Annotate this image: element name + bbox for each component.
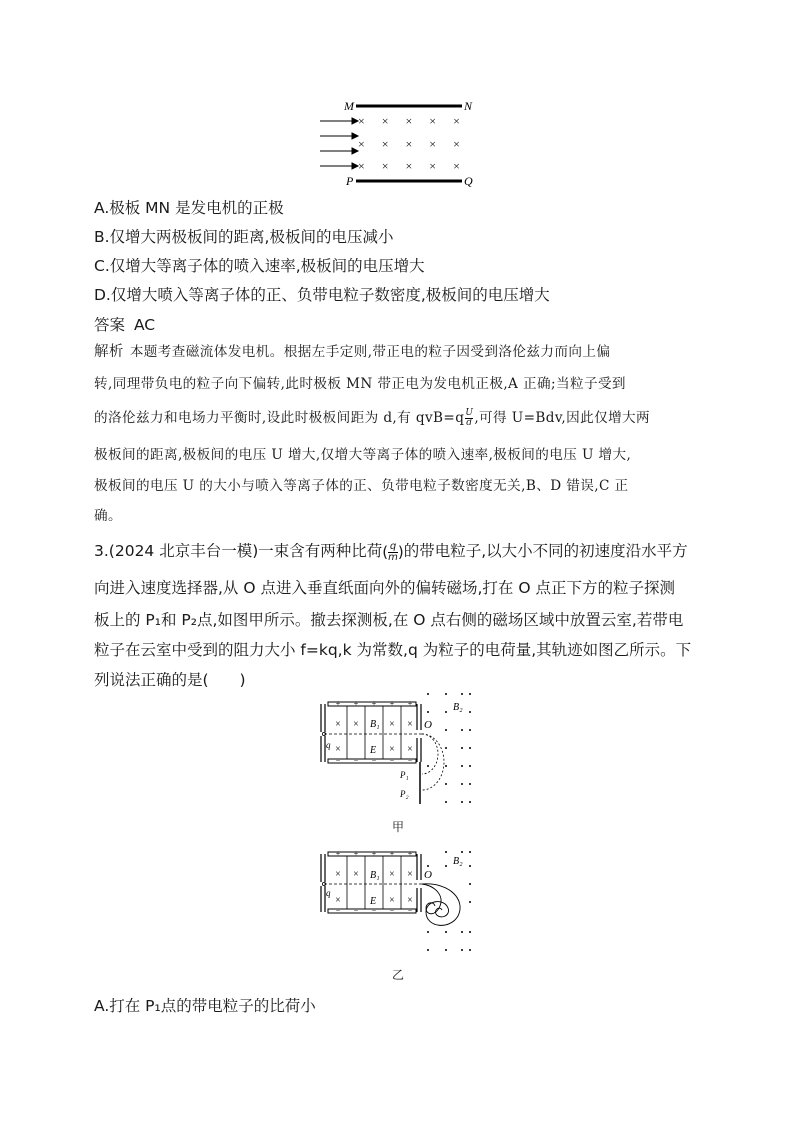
explanation-line-2: 转,同理带负电的粒子向下偏转,此时极板 MN 带正电为发电机正极,A 正确;当粒子受到 bbox=[94, 376, 626, 392]
cross-row: × × × × × bbox=[358, 137, 467, 151]
svg-text:−: − bbox=[371, 906, 377, 915]
answer-label: 答案 bbox=[94, 316, 126, 334]
fraction-numerator: q bbox=[389, 540, 397, 552]
label-q: Q bbox=[464, 174, 473, 188]
fraction-numerator: U bbox=[465, 408, 474, 418]
label-p1: P₁ bbox=[400, 770, 409, 780]
svg-text:×: × bbox=[407, 869, 413, 880]
svg-text:+: + bbox=[353, 849, 359, 858]
answer-value: AC bbox=[133, 316, 156, 334]
explanation-text: ,可得 U=Bdv,因此仅增大两 bbox=[474, 410, 651, 426]
explanation-label: 解析 bbox=[94, 344, 124, 360]
figure-a-caption: 甲 bbox=[392, 820, 405, 834]
plasma-arrows bbox=[320, 118, 358, 169]
label-b1: B₁ bbox=[370, 870, 380, 881]
svg-text:+: + bbox=[407, 849, 413, 858]
question-number: 3. bbox=[94, 542, 109, 560]
label-p: P bbox=[346, 174, 354, 188]
svg-text:+: + bbox=[353, 699, 359, 708]
label-b2: B₂ bbox=[453, 702, 463, 713]
svg-text:+: + bbox=[389, 699, 395, 708]
question-3-line-4: 粒子在云室中受到的阻力大小 f=kq,k 为常数,q 为粒子的电荷量,其轨迹如图乙所示。下 bbox=[94, 641, 692, 659]
explanation-line-4: 极板间的距离,极板间的电压 U 增大,仅增大等离子体的喷入速率,极板间的电压 U 增大, bbox=[94, 447, 632, 463]
fraction-denominator: m bbox=[388, 551, 398, 563]
explanation-text: 本题考查磁流体发电机。根据左手定则,带正电的粒子因受到洛伦兹力而向上偏 bbox=[129, 344, 611, 360]
label-b1: B₁ bbox=[370, 719, 380, 730]
label-o: O bbox=[424, 719, 432, 731]
question-source: (2024 北京丰台一模) bbox=[108, 542, 259, 560]
mhd-generator-figure bbox=[318, 96, 478, 190]
cross-row: × × × × × bbox=[358, 114, 467, 128]
figure-b-caption: 乙 bbox=[392, 968, 405, 982]
svg-text:−: − bbox=[371, 756, 377, 765]
fraction-denominator: d bbox=[466, 418, 473, 428]
svg-text:×: × bbox=[335, 869, 341, 880]
svg-text:×: × bbox=[353, 719, 359, 730]
svg-text:−: − bbox=[389, 756, 395, 765]
svg-text:−: − bbox=[335, 906, 341, 915]
label-n: N bbox=[464, 99, 473, 113]
svg-text:×: × bbox=[353, 869, 359, 880]
explanation-line-5: 极板间的电压 U 的大小与喷入等离子体的正、负带电粒子数密度无关,B、D 错误,C 正 bbox=[94, 478, 629, 494]
label-e: E bbox=[370, 896, 377, 907]
svg-text:×: × bbox=[407, 719, 413, 730]
velocity-selector-figure-a bbox=[316, 690, 478, 806]
label-b2: B₂ bbox=[453, 856, 463, 867]
cross-row: × × × × × bbox=[358, 159, 467, 173]
question-3-line-3: 板上的 P₁和 P₂点,如图甲所示。撤去探测板,在 O 点右侧的磁场区域中放置云室,若带电 bbox=[94, 611, 684, 629]
svg-text:×: × bbox=[389, 895, 395, 906]
magnetic-field-crosses bbox=[358, 114, 467, 173]
question-text: 一束含有两种比荷 bbox=[258, 542, 383, 560]
svg-text:+: + bbox=[389, 849, 395, 858]
svg-text:×: × bbox=[335, 719, 341, 730]
label-e: E bbox=[370, 745, 377, 756]
svg-text:+: + bbox=[335, 849, 341, 858]
svg-text:×: × bbox=[335, 744, 341, 755]
explanation-text: 的洛伦兹力和电场力平衡时,设此时极板间距为 d,有 qvB=q bbox=[94, 410, 465, 426]
svg-text:+: + bbox=[371, 699, 377, 708]
svg-text:×: × bbox=[389, 744, 395, 755]
svg-text:+: + bbox=[407, 699, 413, 708]
svg-text:+: + bbox=[335, 699, 341, 708]
explanation-line-6: 确。 bbox=[94, 508, 122, 524]
question-3-line-2: 向进入速度选择器,从 O 点进入垂直纸面向外的偏转磁场,打在 O 点正下方的粒子探测 bbox=[94, 579, 675, 597]
explanation-line-3 bbox=[94, 408, 706, 428]
option-a: A.极板 MN 是发电机的正极 bbox=[94, 199, 284, 217]
svg-text:×: × bbox=[407, 744, 413, 755]
svg-text:−: − bbox=[335, 756, 341, 765]
label-q: q bbox=[326, 740, 331, 750]
svg-text:−: − bbox=[407, 756, 413, 765]
svg-text:−: − bbox=[407, 906, 413, 915]
question-text: 的带电粒子,以大小不同的初速度沿水平方 bbox=[403, 542, 688, 560]
label-m: M bbox=[344, 99, 354, 113]
svg-text:×: × bbox=[335, 895, 341, 906]
option-c: C.仅增大等离子体的喷入速率,极板间的电压增大 bbox=[94, 257, 425, 275]
velocity-selector-figure-b bbox=[316, 848, 478, 958]
answer-line bbox=[94, 313, 155, 335]
svg-text:−: − bbox=[353, 906, 359, 915]
label-q: q bbox=[326, 888, 331, 898]
svg-text:×: × bbox=[389, 869, 395, 880]
svg-text:×: × bbox=[389, 719, 395, 730]
svg-text:×: × bbox=[407, 895, 413, 906]
option-b: B.仅增大两极板间的距离,极板间的电压减小 bbox=[94, 228, 394, 246]
fraction-u-over-d bbox=[465, 409, 473, 428]
svg-text:−: − bbox=[353, 756, 359, 765]
q3-option-a: A.打在 P₁点的带电粒子的比荷小 bbox=[94, 997, 316, 1015]
svg-text:−: − bbox=[389, 906, 395, 915]
explanation-line-1 bbox=[94, 342, 706, 362]
option-d: D.仅增大喷入等离子体的正、负带电粒子数密度,极板间的电压增大 bbox=[94, 286, 550, 304]
svg-text:+: + bbox=[371, 849, 377, 858]
question-3-line-1 bbox=[94, 540, 688, 563]
question-3-line-5: 列说法正确的是( ) bbox=[94, 671, 246, 689]
label-p2: P₂ bbox=[400, 789, 409, 799]
fraction-q-over-m: ( $\frac{q}{m}$ ) bbox=[382, 540, 404, 563]
label-o: O bbox=[424, 869, 432, 881]
